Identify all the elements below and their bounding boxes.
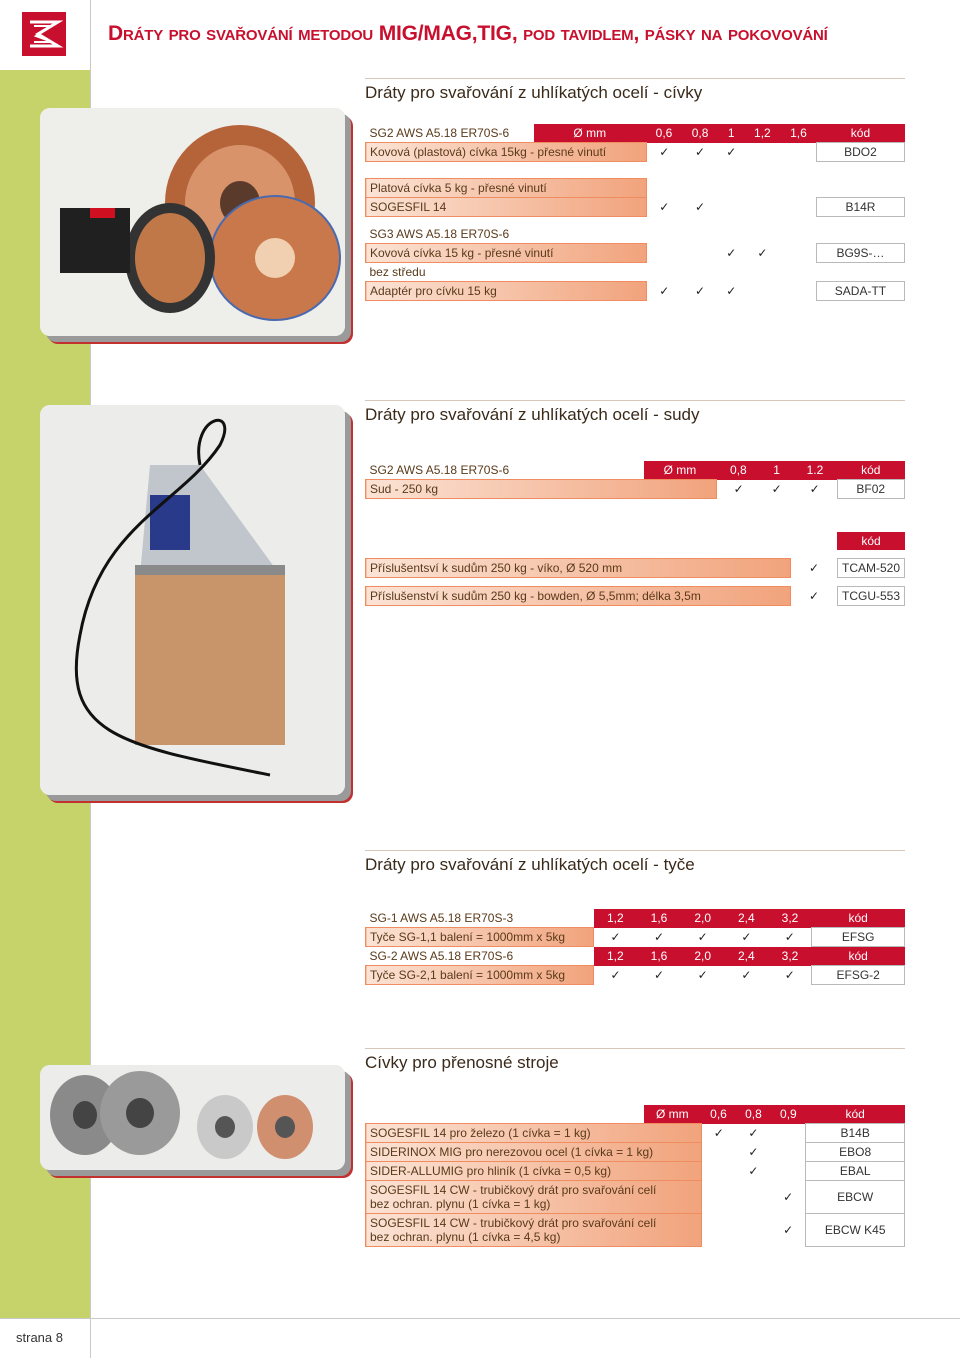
table-row: Sud - 250 kg ✓ ✓ ✓ BF02	[366, 480, 905, 499]
footer-rule	[0, 1318, 960, 1319]
table-row: SOGESFIL 14 ✓ ✓ B14R	[366, 198, 905, 217]
table-row: Příslušentsví k sudům 250 kg - víko, Ø 520 mm ✓ TCAM-520	[366, 559, 905, 578]
table-row: SOGESFIL 14 CW - trubičkový drát pro svařování celí bez ochran. plynu (1 cívka = 4,5 kg) ✓ EBCW K45	[366, 1214, 905, 1247]
table-row: SG-1 AWS A5.18 ER70S-3 1,2 1,6 2,0 2,4 3,2 kód	[366, 909, 905, 928]
table-row: Tyče SG-1,1 balení = 1000mm x 5kg ✓ ✓ ✓ ✓ ✓ EFSG	[366, 928, 905, 947]
table-row: Příslušenství k sudům 250 kg - bowden, Ø 5,5mm; délka 3,5m ✓ TCGU-553	[366, 587, 905, 606]
table-rods	[365, 909, 905, 985]
table-row: SIDERINOX MIG pro nerezovou ocel (1 cívka = 1 kg) ✓ EBO8	[366, 1143, 905, 1162]
table-row: Kovová (plastová) cívka 15kg - přesné vinutí ✓ ✓ ✓ BDO2	[366, 143, 905, 162]
table-row: Kovová cívka 15 kg - přesné vinutí ✓ ✓ BG9S-…	[366, 244, 905, 263]
table-drum-accessories	[365, 532, 905, 606]
table-row: SG-2 AWS A5.18 ER70S-6 1,2 1,6 2,0 2,4 3,2 kód	[366, 947, 905, 966]
table-row: SG2 AWS A5.18 ER70S-6 Ø mm 0,6 0,8 1 1,2 1,6 kód	[366, 124, 905, 143]
table-row: SOGESFIL 14 pro železo (1 cívka = 1 kg) ✓ ✓ B14B	[366, 1124, 905, 1143]
photo-wire-drum	[40, 405, 345, 795]
table-row: bez středu	[369, 265, 426, 279]
table-row: SOGESFIL 14 CW - trubičkový drát pro svařování celí bez ochran. plynu (1 cívka = 1 kg) ✓ EBCW	[366, 1181, 905, 1214]
table-portable-spools	[365, 1105, 905, 1247]
company-logo	[22, 12, 66, 56]
table-row: SG3 AWS A5.18 ER70S-6	[369, 227, 510, 241]
page-title: Dráty pro svařování metodou MIG/MAG,TIG, pod tavidlem, pásky na pokovování	[108, 22, 828, 45]
table-row: Platová cívka 5 kg - přesné vinutí	[366, 179, 905, 198]
table-row: Ø mm 0,6 0,8 0,9 kód	[366, 1105, 905, 1124]
table-row: Tyče SG-2,1 balení = 1000mm x 5kg ✓ ✓ ✓ ✓ ✓ EFSG-2	[366, 966, 905, 985]
photo-small-spools	[40, 1065, 345, 1170]
table-row: SIDER-ALLUMIG pro hliník (1 cívka = 0,5 kg) ✓ EBAL	[366, 1162, 905, 1181]
section-title-drums: Dráty pro svařování z uhlíkatých ocelí - sudy	[365, 400, 905, 425]
section-title-portable-spools: Cívky pro přenosné stroje	[365, 1048, 905, 1073]
page-number: strana 8	[16, 1330, 63, 1345]
photo-wire-spools	[40, 108, 345, 336]
table-row: kód	[366, 532, 905, 550]
table-row: Adaptér pro cívku 15 kg ✓ ✓ ✓ SADA-TT	[366, 282, 905, 301]
table-drums	[365, 461, 905, 499]
section-title-rods: Dráty pro svařování z uhlíkatých ocelí - tyče	[365, 850, 905, 875]
table-row: SG2 AWS A5.18 ER70S-6 Ø mm 0,8 1 1.2 kód	[366, 461, 905, 480]
section-title-spools: Dráty pro svařování z uhlíkatých ocelí - cívky	[365, 78, 905, 103]
table-spools	[365, 124, 905, 301]
logo-area	[0, 0, 90, 70]
